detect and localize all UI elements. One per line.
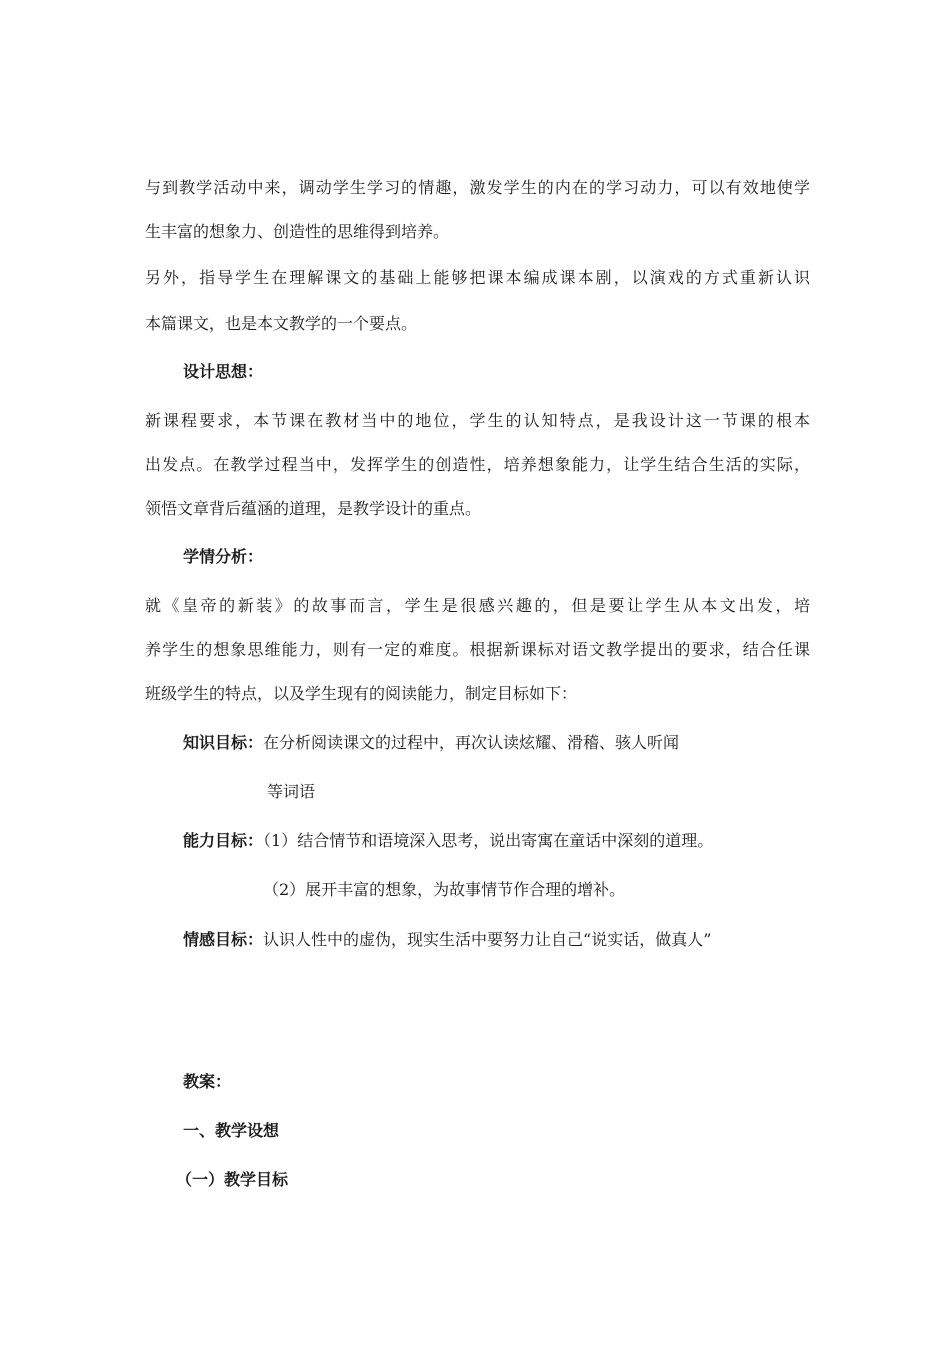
- design-line-3: 领悟文章背后蕴涵的道理，是教学设计的重点。: [145, 499, 482, 518]
- analysis-heading: 学情分析：: [183, 547, 264, 566]
- knowledge-goal-continuation: 等词语: [267, 782, 316, 801]
- ability-goal: [183, 831, 848, 851]
- ability-goal-item-1: （1）结合情节和语境深入思考，说出寄寓在童话中深刻的道理。: [263, 831, 714, 850]
- design-line-1: 新课程要求，本节课在教材当中的地位，学生的认知特点，是我设计这一节课的根本: [145, 411, 810, 430]
- analysis-line-1: 就《皇帝的新装》的故事而言，学生是很感兴趣的，但是要让学生从本文出发，培: [145, 596, 810, 615]
- emotion-goal-label: 情感目标：: [183, 930, 264, 949]
- intro-paragraph-1-line-2: 生丰富的想象力、创造性的思维得到培养。: [145, 222, 450, 241]
- analysis-line-3: 班级学生的特点，以及学生现有的阅读能力，制定目标如下：: [145, 684, 578, 703]
- intro-paragraph-2-line-2: 本篇课文，也是本文教学的一个要点。: [145, 314, 418, 333]
- design-line-2: 出发点。在教学过程当中，发挥学生的创造性，培养想象能力，让学生结合生活的实际，: [145, 455, 810, 474]
- emotion-goal-text: 认识人性中的虚伪，现实生活中要努力让自己“说实话，做真人”: [263, 930, 712, 949]
- ability-goal-item-2: （2）展开丰富的想象，为故事情节作合理的增补。: [263, 880, 626, 899]
- knowledge-goal-text: 在分析阅读课文的过程中，再次认读炫耀、滑稽、骇人听闻: [263, 733, 680, 752]
- knowledge-goal-label: 知识目标：: [183, 733, 264, 752]
- knowledge-goal: [183, 733, 848, 753]
- section-teaching-concept: 一、教学设想: [183, 1121, 280, 1140]
- design-heading: 设计思想：: [183, 362, 264, 381]
- analysis-line-2: 养学生的想象思维能力，则有一定的难度。根据新课标对语文教学提出的要求，结合任课: [145, 640, 810, 659]
- ability-goal-label: 能力目标：: [183, 831, 264, 850]
- intro-paragraph-2-line-1: 另外，指导学生在理解课文的基础上能够把课本编成课本剧，以演戏的方式重新认识: [145, 268, 810, 287]
- emotion-goal: [183, 930, 848, 950]
- intro-paragraph-1-line-1: 与到教学活动中来，调动学生学习的情趣，激发学生的内在的学习动力，可以有效地使学: [145, 178, 810, 197]
- subsection-teaching-objectives: （一）教学目标: [176, 1170, 289, 1189]
- plan-heading: 教案：: [183, 1072, 232, 1091]
